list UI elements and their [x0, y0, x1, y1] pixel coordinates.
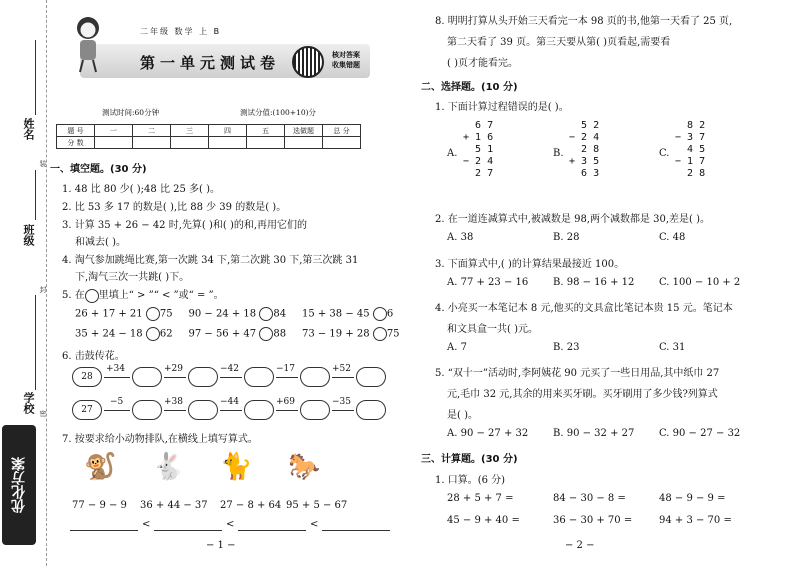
arrow — [332, 410, 354, 411]
question-2: 2. 比 53 多 17 的数是( ),比 88 少 39 的数是( )。 — [62, 202, 287, 213]
flower-blank[interactable] — [188, 367, 218, 387]
less-than-sign: < — [310, 519, 319, 530]
choice-option[interactable]: A. 7 — [447, 342, 467, 353]
choice-1-option-b-calc: 5 2 − 2 4 2 8 + 3 5 6 3 — [569, 120, 600, 179]
compare-value: 75 — [159, 308, 173, 320]
arrow — [276, 410, 298, 411]
page-number: − 1 − — [206, 540, 236, 551]
score-input-cell[interactable] — [171, 137, 209, 149]
choice-option[interactable]: C. 100 − 10 + 2 — [659, 277, 741, 288]
girl-illustration — [68, 14, 108, 74]
choice-4-line2: 和文具盒一共( )元。 — [447, 324, 538, 335]
page-right — [415, 0, 800, 566]
arrow — [164, 377, 186, 378]
choice-option[interactable]: C. 31 — [659, 342, 686, 353]
page-left — [50, 0, 400, 566]
section-calculation: 三、计算题。(30 分) — [421, 454, 518, 465]
score-input-cell[interactable] — [247, 137, 285, 149]
mental-calc[interactable]: 84 − 30 − 8 = — [553, 493, 626, 504]
score-input-cell[interactable] — [285, 137, 323, 149]
choice-2: 2. 在一道连减算式中,被减数是 98,两个减数都是 30,差是( )。 — [435, 214, 711, 225]
score-cell: 三 — [171, 125, 209, 137]
choice-option[interactable]: C. 48 — [659, 232, 686, 243]
qr-caption-line1: 核对答案 — [332, 51, 360, 59]
calc-1: 1. 口算。(6 分) — [435, 475, 506, 486]
answer-line[interactable] — [238, 530, 306, 531]
qr-caption-line2: 收集错题 — [332, 61, 360, 69]
test-header — [80, 27, 380, 80]
choice-1-option-b-label[interactable]: B. — [553, 148, 564, 159]
q5-prefix: 5. 在 — [62, 290, 85, 301]
score-table — [56, 124, 361, 149]
question-4-line2: 下,淘气三次一共跳( )下。 — [75, 272, 190, 283]
choice-1-option-c-label[interactable]: C. — [659, 148, 670, 159]
name-line — [35, 40, 36, 115]
operation-label: −44 — [220, 397, 239, 407]
choice-option[interactable]: B. 28 — [553, 232, 580, 243]
score-table-score-row — [57, 137, 361, 149]
flower-blank[interactable] — [188, 400, 218, 420]
arrow — [220, 410, 242, 411]
mental-calc[interactable]: 48 − 9 − 9 = — [659, 493, 726, 504]
compare-expr: 73 − 19 + 28 — [301, 328, 370, 340]
arrow — [220, 377, 242, 378]
compare-expr: 35 + 24 − 18 — [75, 328, 143, 340]
name-label: 姓名 — [22, 118, 35, 140]
compare-expr: 97 − 56 + 47 — [188, 328, 257, 340]
choice-option[interactable]: C. 90 − 27 − 32 — [659, 428, 741, 439]
score-input-cell[interactable] — [323, 137, 361, 149]
mental-calc[interactable]: 45 − 9 + 40 = — [447, 515, 520, 526]
choice-1: 1. 下面计算过程错误的是( )。 — [435, 102, 569, 113]
cut-mark-2: 封 — [39, 286, 47, 293]
monkey-icon: 🐒 — [84, 452, 117, 482]
question-3-line2: 和减去( )。 — [75, 237, 126, 248]
compare-value: 84 — [273, 308, 287, 320]
horse-icon: 🐎 — [288, 452, 321, 482]
score-cell: 五 — [247, 125, 285, 137]
choice-1-option-c-calc: 8 2 − 3 7 4 5 − 1 7 2 8 — [675, 120, 706, 179]
flower-start: 27 — [72, 400, 102, 420]
flower-blank[interactable] — [132, 367, 162, 387]
choice-1-option-a-calc: 6 7 + 1 6 5 1 − 2 4 2 7 — [463, 120, 494, 179]
cut-mark-3: 密 — [39, 410, 47, 417]
choice-option[interactable]: B. 98 − 16 + 12 — [553, 277, 635, 288]
animal-expr: 77 − 9 − 9 — [72, 500, 127, 511]
question-6: 6. 击鼓传花。 — [62, 351, 125, 362]
arrow — [332, 377, 354, 378]
question-8-line2: 第二天看了 39 页。第三天要从第( )页看起,需要看 — [447, 37, 671, 48]
grade-label: 二年级 数学 上 B — [140, 27, 222, 36]
school-line — [35, 295, 36, 390]
choice-5-line2: 元,毛巾 32 元,其余的用来买牙刷。买牙刷用了多少钱?列算式 — [447, 389, 718, 400]
class-line — [35, 170, 36, 220]
operation-label: +69 — [276, 397, 295, 407]
operation-label: −42 — [220, 364, 239, 374]
answer-line[interactable] — [322, 530, 390, 531]
choice-option[interactable]: A. 38 — [447, 232, 474, 243]
question-3-line1: 3. 计算 35 + 26 − 42 时,先算( )和( )的和,再用它们的 — [62, 220, 308, 231]
question-7: 7. 按要求给小动物排队,在横线上填写算式。 — [62, 434, 258, 445]
circle-icon — [85, 289, 99, 303]
arrow — [104, 410, 130, 411]
binding-margin — [0, 0, 48, 566]
choice-1-option-a-label[interactable]: A. — [447, 148, 458, 159]
flower-blank[interactable] — [356, 367, 386, 387]
operation-label: +29 — [164, 364, 183, 374]
compare-circle[interactable] — [146, 327, 160, 341]
animal-expr: 36 + 44 − 37 — [140, 500, 208, 511]
flower-blank[interactable] — [300, 367, 330, 387]
choice-3: 3. 下面算式中,( )的计算结果最接近 100。 — [435, 259, 625, 270]
animal-expr: 27 − 8 + 64 — [220, 500, 282, 511]
compare-circle[interactable] — [259, 327, 273, 341]
page-number: − 2 − — [565, 540, 595, 551]
cut-mark-1: 装 — [39, 160, 47, 167]
choice-option[interactable]: B. 23 — [553, 342, 580, 353]
score-table-header-row — [57, 125, 361, 137]
score-cell: 一 — [95, 125, 133, 137]
compare-expr: 26 + 17 + 21 — [75, 308, 143, 320]
score-cell: 二 — [133, 125, 171, 137]
qr-code-icon[interactable] — [292, 46, 324, 78]
compare-value: 6 — [386, 308, 394, 320]
q5-row-2 — [75, 327, 400, 341]
choice-4-line1: 4. 小亮买一本笔记本 8 元,他买的文具盒比笔记本贵 15 元。笔记本 — [435, 303, 733, 314]
score-cell: 总 分 — [323, 125, 361, 137]
choice-option[interactable]: A. 77 + 23 − 16 — [447, 277, 529, 288]
brand-logo: 优化方案 — [2, 425, 36, 545]
operation-label: −35 — [332, 397, 351, 407]
flower-blank[interactable] — [132, 400, 162, 420]
question-5 — [62, 286, 224, 303]
flower-blank[interactable] — [244, 367, 274, 387]
qr-caption — [332, 50, 360, 70]
flower-blank[interactable] — [356, 400, 386, 420]
less-than-sign: < — [142, 519, 151, 530]
operation-label: −5 — [110, 397, 124, 407]
choice-5-line1: 5. “双十一”活动时,李阿姨花 90 元买了一些日用品,其中纸巾 27 — [435, 368, 720, 379]
section-choice: 二、选择题。(10 分) — [421, 82, 518, 93]
mental-calc[interactable]: 36 − 30 + 70 = — [553, 515, 633, 526]
operation-label: +38 — [164, 397, 183, 407]
test-time: 测试时间:60分钟 — [102, 108, 160, 117]
mental-calc[interactable]: 28 + 5 + 7 = — [447, 493, 514, 504]
compare-value: 75 — [386, 328, 400, 340]
score-input-cell[interactable] — [133, 137, 171, 149]
test-score: 测试分值:(100+10)分 — [240, 108, 317, 117]
flower-blank[interactable] — [244, 400, 274, 420]
q5-row-1 — [75, 307, 393, 321]
flower-start: 28 — [72, 367, 102, 387]
score-input-cell[interactable] — [209, 137, 247, 149]
arrow — [276, 377, 298, 378]
compare-value: 88 — [273, 328, 287, 340]
score-cell: 题 号 — [57, 125, 95, 137]
cat-icon: 🐈 — [220, 452, 253, 482]
q5-suffix: 里填上“ > ”“ < ”或“ = ”。 — [98, 290, 224, 301]
cut-dashed-line — [46, 0, 47, 566]
operation-label: −17 — [276, 364, 295, 374]
question-4-line1: 4. 淘气参加跳绳比赛,第一次跳 34 下,第二次跳 30 下,第三次跳 31 — [62, 255, 359, 266]
compare-value: 62 — [159, 328, 173, 340]
question-8-line3: ( )页才能看完。 — [447, 58, 518, 69]
animal-expr: 95 + 5 − 67 — [286, 500, 348, 511]
arrow — [104, 377, 130, 378]
mental-calc[interactable]: 94 + 3 − 70 = — [659, 515, 732, 526]
test-title: 第一单元测试卷 — [140, 54, 281, 72]
answer-line[interactable] — [154, 530, 222, 531]
answer-line[interactable] — [70, 530, 138, 531]
compare-circle[interactable] — [146, 307, 160, 321]
question-8-line1: 8. 明明打算从头开始三天看完一本 98 页的书,他第一天看了 25 页, — [435, 16, 733, 27]
compare-expr: 90 − 24 + 18 — [188, 308, 257, 320]
score-cell: 选做题 — [285, 125, 323, 137]
choice-option[interactable]: B. 90 − 32 + 27 — [553, 428, 635, 439]
flower-blank[interactable] — [300, 400, 330, 420]
compare-circle[interactable] — [373, 307, 387, 321]
class-label: 班级 — [22, 224, 35, 246]
score-cell: 分 数 — [57, 137, 95, 149]
compare-circle[interactable] — [259, 307, 273, 321]
compare-circle[interactable] — [373, 327, 387, 341]
operation-label: +34 — [106, 364, 125, 374]
rabbit-icon: 🐇 — [152, 452, 185, 482]
operation-label: +52 — [332, 364, 351, 374]
compare-expr: 15 + 38 − 45 — [301, 308, 370, 320]
score-input-cell[interactable] — [95, 137, 133, 149]
section-fill-blank: 一、填空题。(30 分) — [50, 164, 147, 175]
question-1: 1. 48 比 80 少( );48 比 25 多( )。 — [62, 184, 221, 195]
school-label: 学校 — [22, 392, 35, 414]
less-than-sign: < — [226, 519, 235, 530]
choice-option[interactable]: A. 90 − 27 + 32 — [447, 428, 529, 439]
choice-5-line3: 是( )。 — [447, 410, 478, 421]
arrow — [164, 410, 186, 411]
score-cell: 四 — [209, 125, 247, 137]
